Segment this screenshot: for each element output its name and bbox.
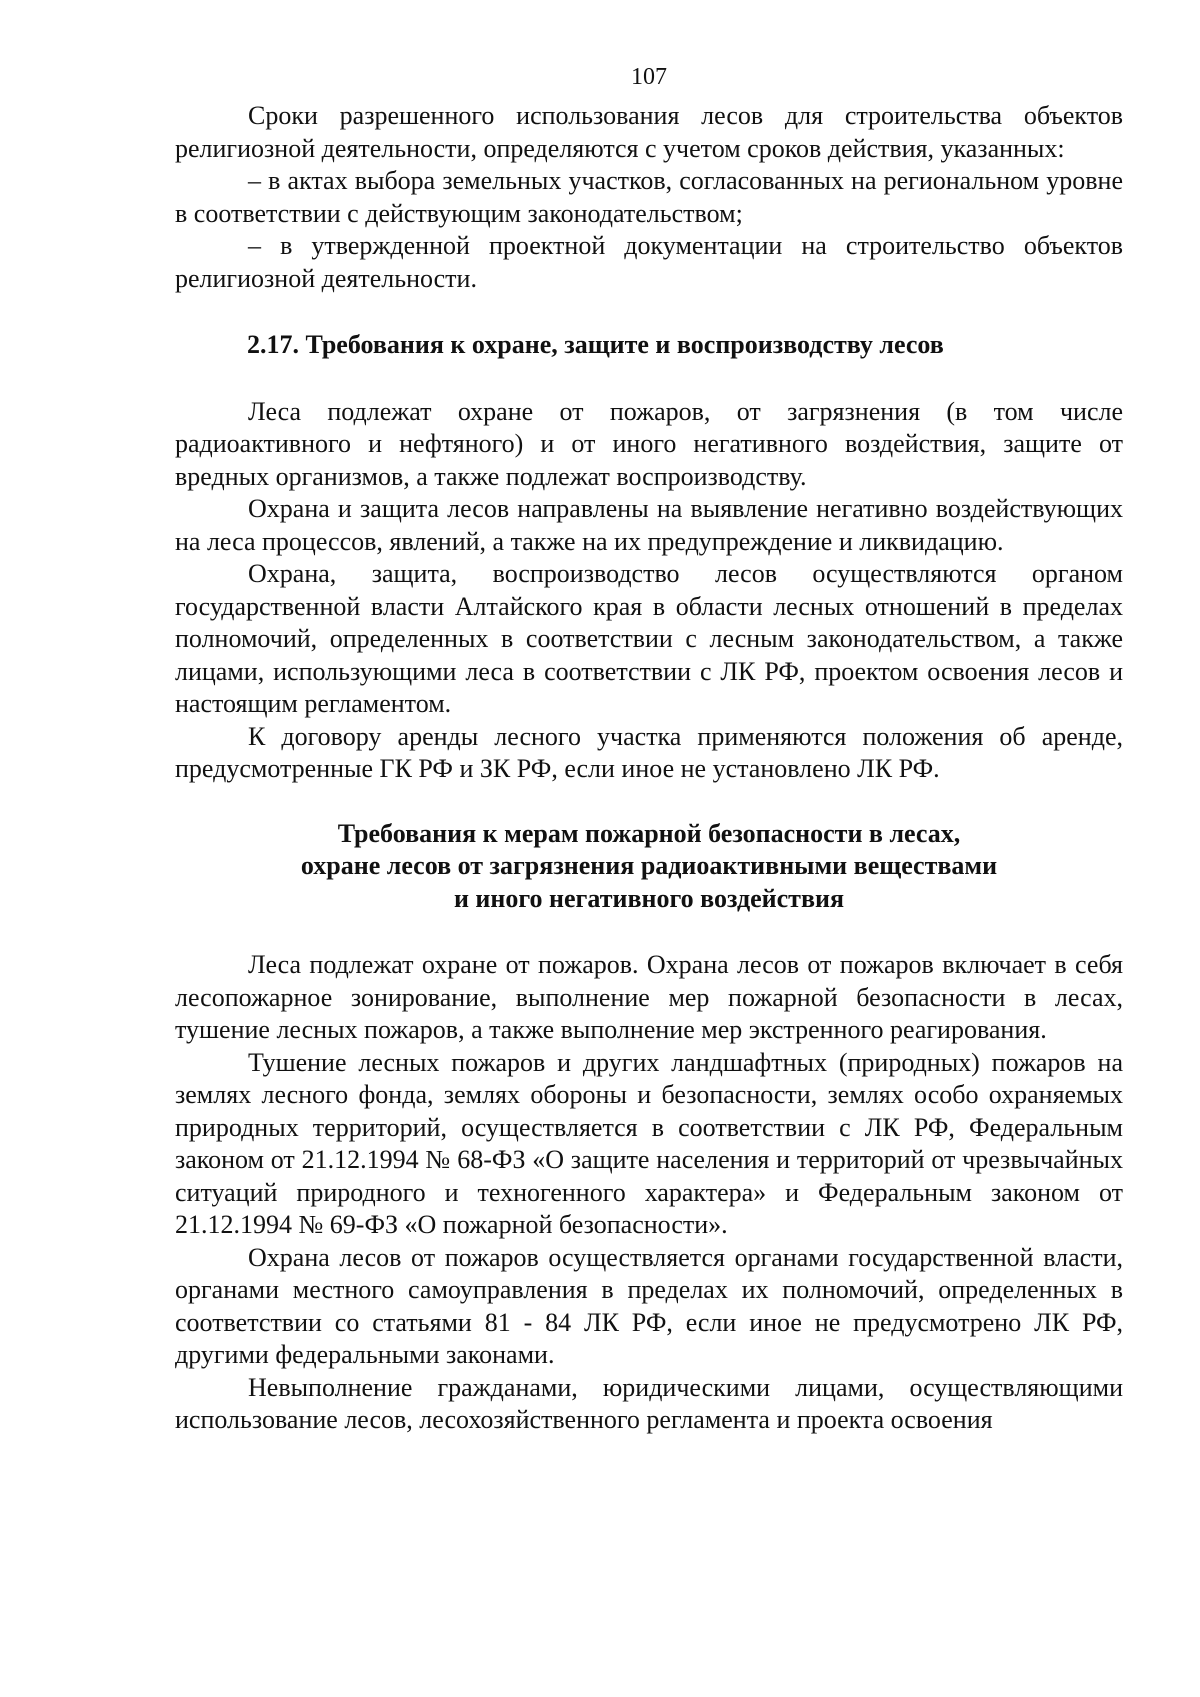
section-heading-2-17: 2.17. Требования к охране, защите и воспроизводству лесов	[247, 330, 944, 359]
body-paragraph: Охрана, защита, воспроизводство лесов осуществляются органом государственной власти Алтайского края в области лесных отношений в пределах полномочий, определенных в соответствии с лесным законодательством, а также лицами, использующими леса в соответствии с ЛК РФ, проектом освоения лесов и настоящим регламентом.	[175, 559, 1123, 718]
body-paragraph: К договору аренды лесного участка применяются положения об аренде, предусмотренные ГК РФ и ЗК РФ, если иное не установлено ЛК РФ.	[175, 721, 1123, 783]
heading-line: охране лесов от загрязнения радиоактивными веществами	[300, 851, 998, 880]
body-paragraph: Леса подлежат охране от пожаров. Охрана лесов от пожаров включает в себя лесопожарное зонирование, выполнение мер пожарной безопасности в лесах, тушение лесных пожаров, а также выполнение мер экстренного реагирования.	[175, 950, 1123, 1044]
page-number: 107	[631, 64, 667, 90]
document-page	[175, 62, 1123, 1437]
intro-list-item: – в актах выбора земельных участков, согласованных на региональном уровне в соответствии с действующим законодательством;	[175, 166, 1123, 228]
body-paragraph: Леса подлежат охране от пожаров, от загрязнения (в том числе радиоактивного и нефтяного) и от иного негативного воздействия, защите от вредных организмов, а также подлежат воспроизводству.	[175, 396, 1123, 491]
heading-line: и иного негативного воздействия	[453, 883, 845, 913]
fire-safety-heading	[175, 818, 1123, 916]
heading-line: Требования к мерам пожарной безопасности в лесах,	[337, 818, 961, 848]
intro-paragraph: Сроки разрешенного использования лесов для строительства объектов религиозной деятельности, определяются с учетом сроков действия, указанных:	[175, 101, 1123, 163]
body-paragraph: Охрана и защита лесов направлены на выявление негативно воздействующих на леса процессов, явлений, а также на их предупреждение и ликвидацию.	[175, 494, 1123, 556]
body-paragraph: Тушение лесных пожаров и других ландшафтных (природных) пожаров на землях лесного фонда, землях обороны и безопасности, землях особо охраняемых природных территорий, осуществляется в соответствии с ЛК РФ, Федеральным законом от 21.12.1994 № 68-ФЗ «О защите населения и территорий от чрезвычайных ситуаций природного и техногенного характера» и Федеральным законом от 21.12.1994 № 69-ФЗ «О пожарной безопасности».	[175, 1047, 1123, 1239]
intro-list-item: – в утвержденной проектной документации на строительство объектов религиозной деятельности.	[175, 231, 1123, 293]
body-paragraph: Охрана лесов от пожаров осуществляется органами государственной власти, органами местного самоуправления в пределах их полномочий, определенных в соответствии со статьями 81 - 84 ЛК РФ, если иное не предусмотрено ЛК РФ, другими федеральными законами.	[175, 1242, 1123, 1369]
body-paragraph: Невыполнение гражданами, юридическими лицами, осуществляющими использование лесов, лесохозяйственного регламента и проекта освоения	[175, 1372, 1123, 1434]
intro-block	[175, 100, 1123, 295]
fire-section-body	[175, 949, 1123, 1437]
section-2-17-body	[175, 396, 1123, 786]
